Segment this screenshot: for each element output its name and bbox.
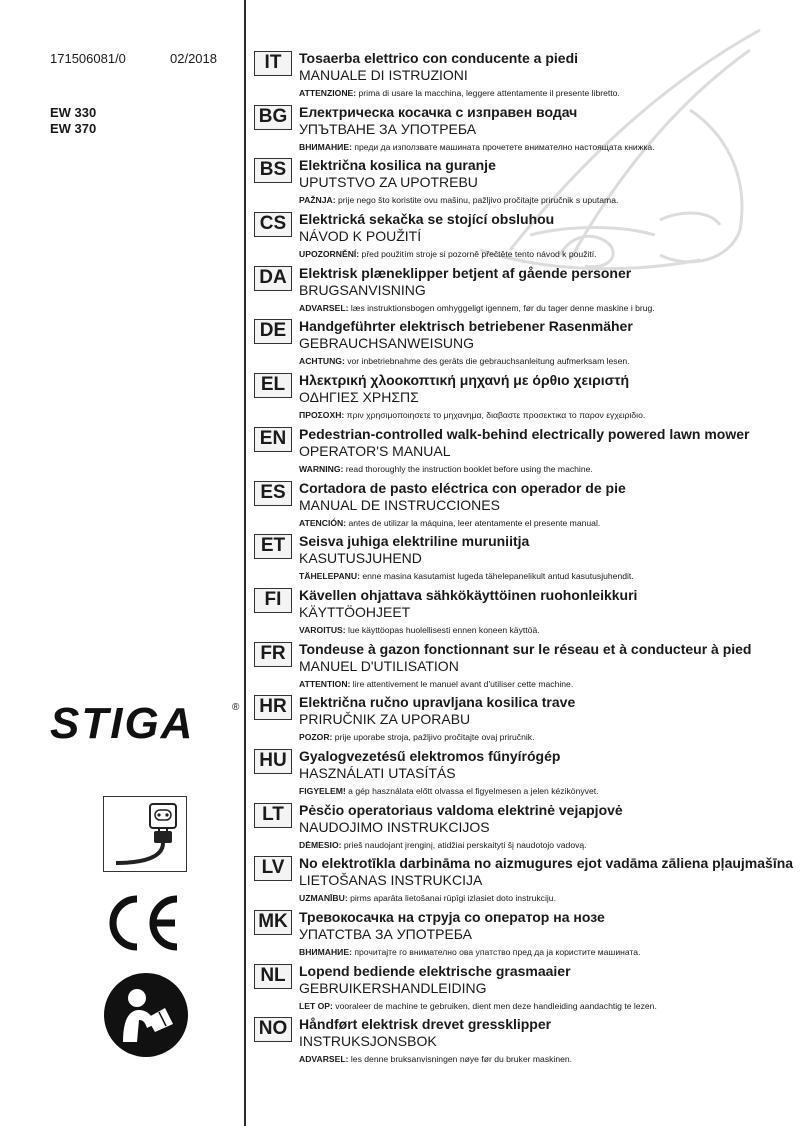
language-title: Тревокосачка на струја со оператор на нозе bbox=[299, 909, 605, 925]
warning-text: prije nego što koristite ovu mašinu, pažljivo pročitajte priručnik s uputama. bbox=[335, 195, 619, 206]
warning-text: преди да използвате машината прочетете внимателно настоящата книжка. bbox=[351, 141, 655, 152]
warning-label: TÄHELEPANU: bbox=[299, 571, 360, 582]
stiga-logo bbox=[48, 698, 244, 753]
warning-label: ВНИМАНИЕ: bbox=[299, 947, 352, 957]
language-entry bbox=[254, 694, 802, 748]
language-entry bbox=[254, 641, 802, 695]
language-entry bbox=[254, 587, 802, 641]
plug-icon bbox=[103, 796, 187, 872]
warning-label: ATTENZIONE: bbox=[299, 88, 357, 98]
language-subtitle: OPERATOR'S MANUAL bbox=[299, 442, 451, 459]
language-code: EL bbox=[254, 373, 292, 398]
language-warning bbox=[299, 732, 534, 742]
language-code: ET bbox=[254, 534, 292, 559]
warning-text: πριν χρησιμοποιησετε το μηχανημα, διαβαστε προσεκτικα το παρον εγχειριδιο. bbox=[344, 410, 646, 421]
language-subtitle: УПЪТВАНЕ ЗА УПОТРЕБА bbox=[299, 120, 477, 137]
language-entry bbox=[254, 963, 802, 1017]
read-manual-icon bbox=[103, 972, 189, 1063]
warning-text: vooraleer de machine te gebruiken, dient men deze handleiding aandachtig te lezen. bbox=[332, 1000, 657, 1011]
language-code: FR bbox=[254, 642, 292, 667]
warning-text: antes de utilizar la máquina, leer atentamente el presente manual. bbox=[346, 517, 601, 528]
language-warning bbox=[299, 625, 540, 635]
language-warning bbox=[299, 249, 597, 259]
language-title: Ηλεκτρική χλοοκοπτική μηχανή με όρθιο χειριστή bbox=[299, 372, 630, 389]
language-entry bbox=[254, 533, 802, 587]
language-entry bbox=[254, 748, 802, 802]
warning-label: UZMANĪBU: bbox=[299, 893, 348, 904]
language-warning bbox=[299, 571, 634, 581]
language-title: Elektrická sekačka se stojící obsluhou bbox=[299, 211, 555, 228]
language-code: EN bbox=[254, 427, 292, 452]
warning-label: WARNING: bbox=[299, 463, 344, 474]
model-name: EW 330 bbox=[50, 105, 97, 120]
model-list bbox=[50, 105, 96, 137]
language-subtitle: УПАТСТВА ЗА УПОТРЕБА bbox=[299, 926, 473, 942]
language-subtitle: UPUTSTVO ZA UPOTREBU bbox=[299, 174, 478, 191]
language-title: Električna ručno upravljana kosilica trave bbox=[299, 694, 576, 711]
language-subtitle: MANUEL D'UTILISATION bbox=[299, 657, 459, 674]
svg-text:STIGA: STIGA bbox=[50, 699, 195, 748]
language-entry bbox=[254, 318, 802, 372]
warning-text: vor inbetriebnahme des geräts die gebrauchsanleitung aufmerksam lesen. bbox=[344, 356, 630, 367]
language-code: IT bbox=[254, 51, 292, 76]
language-list bbox=[254, 50, 802, 1070]
language-warning bbox=[299, 142, 655, 152]
language-title: Pedestrian-controlled walk-behind electrically powered lawn mower bbox=[299, 425, 750, 442]
svg-text:®: ® bbox=[232, 702, 240, 713]
warning-text: les denne bruksanvisningen nøye før du bruker maskinen. bbox=[348, 1054, 573, 1065]
warning-label: ADVARSEL: bbox=[299, 302, 349, 313]
language-subtitle: HASZNÁLATI UTASÍTÁS bbox=[299, 764, 456, 781]
language-title: Handgeführter elektrisch betriebener Rasenmäher bbox=[299, 318, 633, 335]
warning-text: lire attentivement le manuel avant d'utiliser cette machine. bbox=[350, 678, 574, 689]
language-subtitle: MANUALE DI ISTRUZIONI bbox=[299, 67, 468, 83]
language-warning bbox=[299, 464, 593, 474]
language-entry bbox=[254, 855, 802, 909]
language-subtitle: NÁVOD K POUŽITÍ bbox=[299, 228, 422, 245]
language-entry bbox=[254, 50, 802, 104]
language-subtitle: INSTRUKSJONSBOK bbox=[299, 1033, 437, 1050]
language-warning bbox=[299, 1001, 657, 1011]
language-entry bbox=[254, 480, 802, 534]
language-warning bbox=[299, 679, 573, 689]
language-entry bbox=[254, 426, 802, 480]
language-code: HU bbox=[254, 749, 292, 774]
language-entry bbox=[254, 802, 802, 856]
language-title: Pėsčio operatoriaus valdoma elektrinė vejapjovė bbox=[299, 801, 623, 818]
language-warning bbox=[299, 195, 618, 205]
language-warning bbox=[299, 410, 645, 420]
language-entry bbox=[254, 909, 802, 963]
language-subtitle: PRIRUČNIK ZA UPORABU bbox=[299, 711, 471, 728]
language-warning bbox=[299, 840, 587, 850]
warning-label: UPOZORNĚNÍ: bbox=[299, 249, 360, 260]
warning-text: prima di usare la macchina, leggere attentamente il presente libretto. bbox=[356, 88, 620, 98]
language-code: LT bbox=[254, 803, 292, 828]
ce-mark-icon bbox=[105, 893, 185, 958]
language-code: BG bbox=[254, 105, 292, 130]
language-title: Cortadora de pasto eléctrica con operador de pie bbox=[299, 479, 626, 496]
language-warning bbox=[299, 786, 599, 796]
document-date: 02/2018 bbox=[170, 51, 217, 66]
warning-label: FIGYELEM! bbox=[299, 785, 346, 796]
language-warning bbox=[299, 947, 640, 957]
language-subtitle: KASUTUSJUHEND bbox=[299, 550, 422, 567]
language-code: BS bbox=[254, 158, 292, 183]
language-code: CS bbox=[254, 212, 292, 237]
warning-text: read thoroughly the instruction booklet before using the machine. bbox=[343, 463, 593, 474]
language-title: Gyalogvezetésű elektromos fűnyírógép bbox=[299, 747, 561, 764]
language-entry bbox=[254, 211, 802, 265]
warning-text: прочитајте го внимателно ова упатство пред да ја користите машината. bbox=[351, 947, 641, 957]
language-subtitle: NAUDOJIMO INSTRUKCIJOS bbox=[299, 818, 490, 835]
language-subtitle: KÄYTTÖOHJEET bbox=[299, 603, 411, 620]
language-title: Tondeuse à gazon fonctionnant sur le réseau et à conducteur à pied bbox=[299, 640, 752, 657]
language-warning bbox=[299, 303, 655, 313]
language-subtitle: ΟΔΗΓΙΕΣ ΧΡΗΣΠΣ bbox=[299, 389, 419, 406]
warning-text: prieš naudojant įrenginį, atidžiai perskaityti šį naudotojo vadovą. bbox=[341, 839, 587, 850]
language-warning bbox=[299, 1054, 572, 1064]
warning-label: PAŽNJA: bbox=[299, 195, 336, 206]
language-title: No elektrotīkla darbināma no aizmugures ejot vadāma zāliena pļaujmašīna bbox=[299, 855, 794, 872]
language-warning bbox=[299, 356, 630, 366]
language-code: NO bbox=[254, 1017, 292, 1042]
language-title: Håndført elektrisk drevet gressklipper bbox=[299, 1016, 552, 1033]
warning-label: ΠΡΟΣΟΧΗ: bbox=[299, 410, 345, 421]
language-warning bbox=[299, 518, 600, 528]
language-code: LV bbox=[254, 856, 292, 881]
language-entry bbox=[254, 265, 802, 319]
language-subtitle: BRUGSANVISNING bbox=[299, 281, 426, 298]
language-title: Električna kosilica na guranje bbox=[299, 157, 496, 174]
language-warning bbox=[299, 893, 556, 903]
language-code: DA bbox=[254, 266, 292, 291]
language-subtitle: LIETOŠANAS INSTRUKCIJA bbox=[299, 872, 483, 889]
warning-label: VAROITUS: bbox=[299, 624, 346, 635]
warning-text: před použitím stroje si pozorně přečtěte tento návod k použití. bbox=[359, 249, 597, 260]
language-entry bbox=[254, 1016, 802, 1070]
model-name: EW 370 bbox=[50, 121, 97, 136]
language-title: Tosaerba elettrico con conducente a piedi bbox=[299, 50, 579, 66]
language-subtitle: GEBRUIKERSHANDLEIDING bbox=[299, 979, 487, 996]
language-code: DE bbox=[254, 319, 292, 344]
warning-label: ATENCIÓN: bbox=[299, 517, 347, 528]
warning-label: ВНИМАНИЕ: bbox=[299, 141, 352, 152]
warning-text: læs instruktionsbogen omhyggeligt igennem, før du tager denne maskine i brug. bbox=[348, 302, 655, 313]
document-number: 171506081/0 bbox=[50, 51, 126, 66]
language-entry bbox=[254, 157, 802, 211]
warning-text: pirms aparāta lietošanai rūpīgi izlasiet doto instrukciju. bbox=[347, 893, 556, 904]
warning-text: a gép használata előtt olvassa el figyelmesen a jelen kézikönyvet. bbox=[345, 785, 599, 796]
warning-label: ACHTUNG: bbox=[299, 356, 345, 367]
language-code: HR bbox=[254, 695, 292, 720]
language-entry bbox=[254, 104, 802, 158]
vertical-divider bbox=[244, 0, 246, 1126]
language-title: Lopend bediende elektrische grasmaaier bbox=[299, 962, 571, 979]
language-warning bbox=[299, 88, 620, 98]
language-code: FI bbox=[254, 588, 292, 613]
language-entry bbox=[254, 372, 802, 426]
warning-text: lue käyttöopas huolellisesti ennen koneen käyttöä. bbox=[345, 624, 540, 635]
warning-text: enne masina kasutamist lugeda tähelepanelikult antud kasutusjuhendit. bbox=[359, 571, 634, 582]
language-title: Seisva juhiga elektriline muruniitja bbox=[299, 533, 530, 550]
warning-text: prije uporabe stroja, pažljivo pročitajte ovaj priručnik. bbox=[332, 732, 535, 743]
language-code: NL bbox=[254, 964, 292, 989]
language-code: MK bbox=[254, 910, 292, 935]
language-title: Elektrisk plæneklipper betjent af gående personer bbox=[299, 264, 632, 281]
language-subtitle: GEBRAUCHSANWEISUNG bbox=[299, 335, 475, 352]
language-subtitle: MANUAL DE INSTRUCCIONES bbox=[299, 496, 500, 513]
warning-label: LET OP: bbox=[299, 1000, 333, 1011]
warning-label: ATTENTION: bbox=[299, 678, 351, 689]
warning-label: POZOR: bbox=[299, 732, 333, 743]
language-code: ES bbox=[254, 481, 292, 506]
language-title: Kävellen ohjattava sähkökäyttöinen ruohonleikkuri bbox=[299, 586, 638, 603]
warning-label: DĖMESIO: bbox=[299, 839, 342, 850]
language-title: Електрическа косачка с изправен водач bbox=[299, 103, 578, 120]
warning-label: ADVARSEL: bbox=[299, 1054, 349, 1065]
